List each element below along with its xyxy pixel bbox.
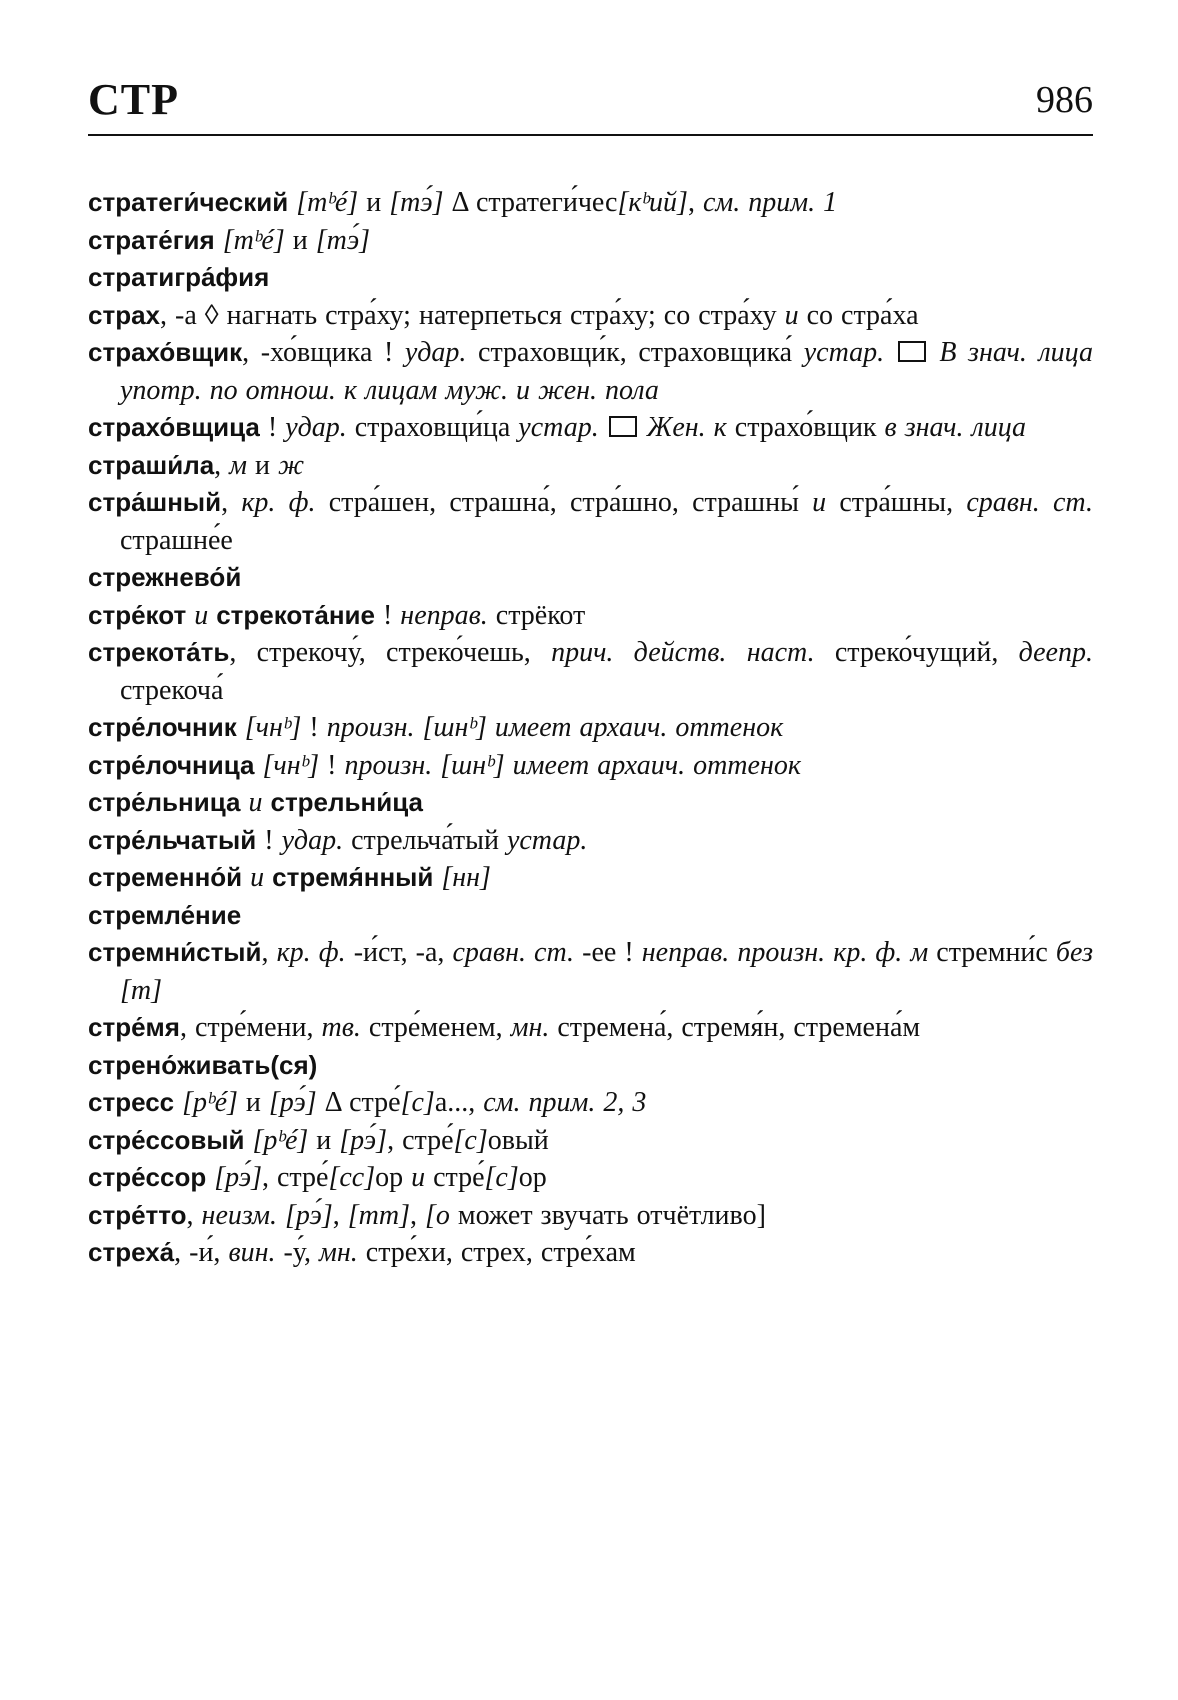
italic-note: мн. <box>319 1237 358 1268</box>
dictionary-entry <box>88 1084 1093 1122</box>
italic-note: [с] <box>453 1124 488 1156</box>
dictionary-entry <box>88 1234 1093 1272</box>
entry-text: стреко́чущий, <box>814 637 1019 668</box>
italic-note: é] <box>261 224 285 256</box>
entry-text <box>415 712 423 743</box>
headword: страши́ла <box>88 449 215 480</box>
headword: стрекота́ть <box>88 637 230 667</box>
italic-note: [рэ́] <box>339 1124 388 1156</box>
entry-text: ор <box>518 1162 547 1193</box>
italic-note: [шн <box>422 712 469 743</box>
page-header <box>88 70 1093 136</box>
italic-note: кр. ф. <box>276 937 346 968</box>
entry-text <box>174 1087 182 1118</box>
entry-text: стрекоча́ <box>120 674 224 706</box>
dictionary-entry <box>88 297 1093 335</box>
italic-note: [тэ́] <box>315 224 371 256</box>
entry-text: стре́менем, <box>360 1012 511 1043</box>
dictionary-entry <box>88 1047 1093 1085</box>
italic-note: [с] <box>484 1162 519 1193</box>
dictionary-entry <box>88 259 1093 297</box>
headword: стратигра́фия <box>88 262 270 292</box>
entry-text: со стра́ха <box>798 299 919 331</box>
dictionary-entry <box>88 334 1093 409</box>
entry-text: , <box>214 449 230 481</box>
entry-text: -у́, <box>275 1237 320 1268</box>
headword: стре́льчатый <box>88 824 257 855</box>
note-box-icon <box>898 341 926 362</box>
italic-note: сравн. ст. <box>452 937 575 968</box>
headword: стре́мя <box>88 1012 180 1042</box>
entry-text: , стре́ <box>387 1124 454 1156</box>
entry-text <box>215 225 223 256</box>
italic-note: [р <box>182 1087 208 1118</box>
entry-text <box>245 1125 253 1156</box>
italic-note: устар. <box>518 412 599 443</box>
entry-text: овый <box>487 1124 549 1156</box>
entry-text: а..., <box>434 1087 484 1118</box>
dictionary-entry <box>88 747 1093 785</box>
entry-text: может звучать отчётливо] <box>449 1199 766 1231</box>
entry-text: Δ стре́ <box>316 1087 401 1118</box>
entry-text: ! <box>319 749 345 781</box>
headword: стрено́живать(ся) <box>88 1049 318 1080</box>
entry-text: и <box>358 187 390 218</box>
dictionary-entry <box>88 1159 1093 1197</box>
headword: стре́ссор <box>88 1162 207 1192</box>
entry-text <box>639 412 647 443</box>
italic-note: ᵇ <box>641 187 650 218</box>
italic-note: [рэ́] <box>284 1199 333 1231</box>
entry-text: стрельча́тый <box>343 824 507 856</box>
dictionary-entry <box>88 484 1093 559</box>
headword: стре́лочница <box>88 749 255 780</box>
italic-note: [чн <box>262 749 301 781</box>
entry-text: , <box>687 187 703 218</box>
italic-note: é] <box>334 187 359 218</box>
italic-note: удар. <box>285 412 347 443</box>
italic-note: и <box>194 599 209 631</box>
entry-text <box>186 600 194 631</box>
entry-text: , -и́, <box>174 1237 229 1268</box>
italic-note: кр. ф. <box>241 487 316 518</box>
italic-note: [тт] <box>347 1199 410 1231</box>
entry-text <box>255 750 263 781</box>
dictionary-entry <box>88 859 1093 897</box>
italic-note: ᵇ <box>300 749 309 781</box>
entry-text: и <box>237 1087 269 1118</box>
entry-text: , стре́мени, <box>179 1012 322 1043</box>
dictionary-entry <box>88 897 1093 935</box>
entry-text: ! <box>256 824 282 856</box>
italic-note: устар. <box>506 824 588 856</box>
italic-note: ᵇ <box>207 1087 215 1118</box>
italic-note: имеет архаич. оттенок <box>494 712 784 743</box>
dictionary-entry <box>88 822 1093 860</box>
italic-note: в знач. лица <box>884 412 1027 443</box>
headword: стресс <box>88 1087 175 1117</box>
italic-note: Жен. к <box>646 412 727 443</box>
italic-note: и <box>411 1162 426 1193</box>
entry-text <box>237 712 245 743</box>
italic-note: неправ. произн. кр. ф. м <box>641 937 929 968</box>
entry-text <box>277 1200 285 1231</box>
italic-note: ] <box>476 712 487 743</box>
italic-note: ᵇ <box>277 1124 285 1156</box>
entry-text: , стре́ <box>262 1162 329 1193</box>
variant-headword: стрельни́ца <box>270 787 423 817</box>
italic-note: [к <box>617 187 642 218</box>
entry-text <box>264 862 272 893</box>
headword: стре́лочник <box>88 712 237 742</box>
italic-note: [нн] <box>441 862 491 893</box>
headword: стра́шный <box>88 487 222 517</box>
italic-note: [сс] <box>328 1162 376 1193</box>
italic-note: [т] <box>120 974 163 1006</box>
dictionary-entry <box>88 597 1093 635</box>
italic-note: é] <box>284 1124 309 1156</box>
italic-note: и <box>784 299 799 331</box>
entry-text <box>884 337 896 368</box>
italic-note: [рэ́] <box>268 1087 317 1118</box>
entry-text: , -а ◊ нагнать стра́ху; натерпеться стра́ху; со стра́ху <box>160 299 785 331</box>
entry-text: , <box>332 1199 348 1231</box>
variant-headword: стрекота́ние <box>216 599 375 630</box>
italic-note: неправ. <box>400 599 488 631</box>
entry-text: , <box>409 1199 425 1231</box>
entry-text <box>505 750 513 781</box>
entry-text: стрёкот <box>487 599 586 631</box>
italic-note: [о <box>424 1199 450 1231</box>
italic-note: [шн <box>440 749 487 781</box>
italic-note: ий] <box>649 187 688 218</box>
dictionary-entry <box>88 409 1093 447</box>
italic-note: ] <box>308 749 320 781</box>
variant-headword: стремя́нный <box>272 862 434 892</box>
italic-note: произн. <box>326 712 415 743</box>
headword: стрежнево́й <box>88 562 242 592</box>
entry-text <box>288 187 296 218</box>
italic-note: вин. <box>228 1237 276 1268</box>
italic-note: см. прим. 2, 3 <box>483 1087 647 1118</box>
headword: стремни́стый <box>88 937 262 967</box>
italic-note: [с] <box>400 1087 435 1118</box>
dictionary-page <box>88 70 1093 1272</box>
dictionary-entries <box>88 184 1093 1272</box>
entry-text: стре́ <box>425 1162 485 1193</box>
italic-note: мн. <box>510 1012 550 1043</box>
entry-text: страшне́е <box>120 524 233 556</box>
italic-note: устар. <box>803 337 885 368</box>
entry-text: страховщи́ца <box>346 412 519 443</box>
entry-text <box>487 712 495 743</box>
italic-note: ж <box>278 449 305 481</box>
entry-text: ! <box>301 712 327 743</box>
headword: стреха́ <box>88 1237 175 1267</box>
italic-note: [тэ́] <box>389 187 444 218</box>
italic-note: неизм. <box>201 1199 277 1231</box>
italic-note: ᵇ <box>327 187 335 218</box>
dictionary-entry <box>88 634 1093 709</box>
dictionary-entry <box>88 447 1093 485</box>
entry-text: , <box>186 1199 202 1231</box>
italic-note: ᵇ <box>282 712 291 743</box>
entry-text: , <box>261 937 277 968</box>
italic-note: ᵇ <box>468 712 476 743</box>
headword: страхо́вщица <box>88 412 260 442</box>
italic-note: деепр. <box>1018 637 1093 668</box>
entry-text: и <box>284 224 316 256</box>
entry-text: Δ стратеги́чес <box>443 187 618 218</box>
italic-note: без <box>1055 937 1093 968</box>
dictionary-entry <box>88 559 1093 597</box>
italic-note: тв. <box>321 1012 361 1043</box>
italic-note: сравн. ст. <box>966 487 1093 518</box>
entry-text <box>928 337 940 368</box>
italic-note: é] <box>214 1087 238 1118</box>
italic-note: В знач. лица употр. по отнош. к лицам муж. и жен. пола <box>120 337 1094 406</box>
italic-note: ] <box>290 712 302 743</box>
italic-note: ᵇ <box>486 749 494 781</box>
italic-note: см. прим. 1 <box>702 187 838 218</box>
entry-text: страхо́вщик <box>726 412 885 443</box>
headword: стре́кот <box>88 599 187 630</box>
entry-text: стра́шен, страшна́, стра́шно, страшны́ <box>315 487 813 518</box>
dictionary-entry <box>88 784 1093 822</box>
entry-text: страховщи́к, страховщика́ <box>466 337 804 368</box>
entry-text: -ее ! <box>574 937 642 968</box>
italic-note: и <box>812 487 827 518</box>
italic-note: произн. <box>344 749 433 781</box>
headword: стре́ссовый <box>88 1124 245 1155</box>
italic-note: имеет архаич. оттенок <box>512 749 801 781</box>
dictionary-entry <box>88 709 1093 747</box>
entry-text <box>208 600 216 631</box>
headword: стратеги́ческий <box>88 187 289 217</box>
entry-text: и <box>247 449 279 481</box>
entry-text: ! <box>374 599 401 631</box>
dictionary-entry <box>88 184 1093 222</box>
dictionary-entry <box>88 1122 1093 1160</box>
italic-note: [т <box>296 187 328 218</box>
entry-text: , <box>221 487 242 518</box>
italic-note: [т <box>222 224 254 256</box>
headword: страте́гия <box>88 224 215 255</box>
italic-note: удар. <box>281 824 344 856</box>
headword: страхо́вщик <box>88 337 243 367</box>
italic-note: удар. <box>404 337 467 368</box>
dictionary-entry <box>88 1009 1093 1047</box>
note-box-icon <box>609 416 637 437</box>
page-number: 986 <box>1036 79 1093 121</box>
headword: стремле́ние <box>88 899 242 930</box>
entry-text: , -хо́вщика ! <box>242 337 405 368</box>
italic-note: [р <box>252 1124 278 1156</box>
dictionary-entry <box>88 1197 1093 1235</box>
italic-note: прич. действ. наст. <box>551 637 815 668</box>
entry-text: стремена́, стремя́н, стремена́м <box>549 1012 921 1043</box>
entry-text: -и́ст, -а, <box>345 937 453 968</box>
entry-text: ор <box>375 1162 412 1193</box>
entry-text: ! <box>259 412 286 443</box>
entry-text: стремни́с <box>928 937 1056 968</box>
italic-note: [рэ́] <box>214 1162 262 1193</box>
headword: страх <box>88 299 160 330</box>
headword: стре́тто <box>88 1199 187 1230</box>
entry-text <box>242 862 250 893</box>
dictionary-entry <box>88 222 1093 260</box>
entry-text <box>599 412 607 443</box>
italic-note: и <box>248 787 263 818</box>
italic-note: [чн <box>244 712 283 743</box>
italic-note: м <box>229 449 248 481</box>
italic-note: ᵇ <box>253 224 262 256</box>
entry-text: стра́шны, <box>826 487 967 518</box>
italic-note: ] <box>493 749 505 781</box>
italic-note: и <box>250 862 265 893</box>
entry-text: , стрекочу́, стреко́чешь, <box>229 637 552 668</box>
dictionary-entry <box>88 934 1093 1009</box>
headword: стре́льница <box>88 787 241 817</box>
entry-text: стре́хи, стрех, стре́хам <box>357 1237 636 1268</box>
entry-text: и <box>308 1124 340 1156</box>
headword: стременно́й <box>88 862 243 892</box>
section-title: СТР <box>88 75 179 124</box>
